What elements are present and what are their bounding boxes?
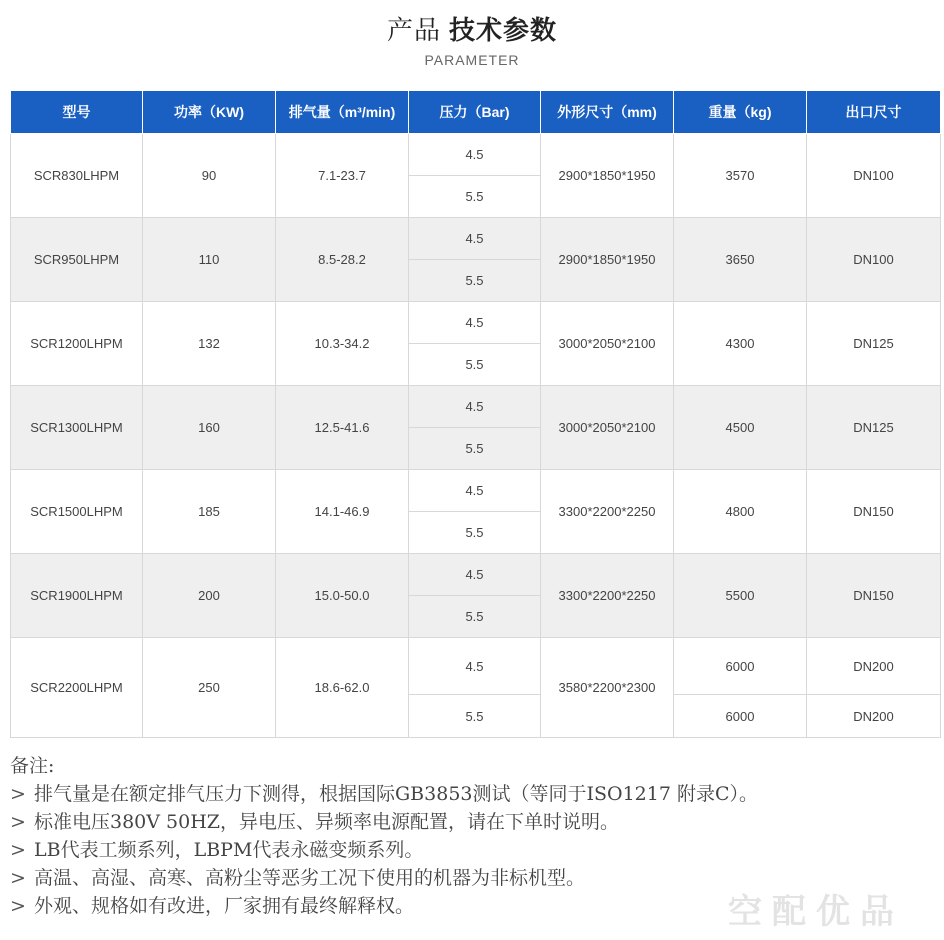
cell-power: 200	[143, 554, 276, 638]
table-row	[11, 554, 941, 596]
cell-model: SCR950LHPM	[11, 218, 143, 302]
column-header-outlet: 出口尺寸	[807, 91, 941, 134]
column-header-weight: 重量（kg)	[674, 91, 807, 134]
page-title	[0, 14, 944, 48]
table-header-row	[11, 91, 941, 134]
cell-pressure: 5.5	[409, 512, 541, 554]
note-item	[10, 808, 930, 836]
cell-pressure: 4.5	[409, 218, 541, 260]
note-item	[10, 836, 930, 864]
chevron-right-icon: >	[10, 867, 26, 889]
cell-pressure: 4.5	[409, 470, 541, 512]
cell-size: 3000*2050*2100	[541, 386, 674, 470]
chevron-right-icon: >	[10, 811, 26, 833]
cell-outlet: DN150	[807, 554, 941, 638]
cell-power: 160	[143, 386, 276, 470]
cell-pressure: 5.5	[409, 344, 541, 386]
chevron-right-icon: >	[10, 839, 26, 861]
cell-pressure: 5.5	[409, 695, 541, 738]
cell-size: 2900*1850*1950	[541, 218, 674, 302]
table-row	[11, 386, 941, 428]
chevron-right-icon: >	[10, 895, 26, 917]
title-bold: 技术参数	[449, 16, 558, 46]
cell-power: 110	[143, 218, 276, 302]
note-text: LB代表工频系列，LBPM代表永磁变频系列。	[34, 839, 424, 861]
table-row	[11, 470, 941, 512]
cell-outlet: DN200	[807, 638, 941, 695]
cell-weight: 5500	[674, 554, 807, 638]
chevron-right-icon: >	[10, 783, 26, 805]
cell-size: 3580*2200*2300	[541, 638, 674, 738]
cell-power: 250	[143, 638, 276, 738]
cell-outlet: DN150	[807, 470, 941, 554]
page-subtitle: PARAMETER	[424, 52, 520, 68]
column-header-flow: 排气量（m³/min)	[276, 91, 409, 134]
cell-outlet: DN125	[807, 302, 941, 386]
cell-weight: 6000	[674, 638, 807, 695]
cell-power: 185	[143, 470, 276, 554]
cell-size: 3300*2200*2250	[541, 470, 674, 554]
table-row	[11, 302, 941, 344]
table-row	[11, 638, 941, 695]
cell-model: SCR2200LHPM	[11, 638, 143, 738]
cell-pressure: 5.5	[409, 596, 541, 638]
cell-flow: 15.0-50.0	[276, 554, 409, 638]
parameter-table	[10, 90, 941, 738]
column-header-power: 功率（KW)	[143, 91, 276, 134]
cell-pressure: 5.5	[409, 176, 541, 218]
cell-pressure: 4.5	[409, 302, 541, 344]
cell-model: SCR830LHPM	[11, 134, 143, 218]
cell-model: SCR1500LHPM	[11, 470, 143, 554]
cell-model: SCR1900LHPM	[11, 554, 143, 638]
cell-weight: 6000	[674, 695, 807, 738]
cell-weight: 3570	[674, 134, 807, 218]
cell-flow: 10.3-34.2	[276, 302, 409, 386]
cell-pressure: 4.5	[409, 554, 541, 596]
cell-model: SCR1200LHPM	[11, 302, 143, 386]
cell-flow: 14.1-46.9	[276, 470, 409, 554]
header	[0, 14, 944, 68]
title-light: 产品	[386, 16, 441, 46]
column-header-size: 外形尺寸（mm)	[541, 91, 674, 134]
cell-flow: 8.5-28.2	[276, 218, 409, 302]
note-item	[10, 780, 930, 808]
cell-weight: 4300	[674, 302, 807, 386]
column-header-model: 型号	[11, 91, 143, 134]
cell-outlet: DN200	[807, 695, 941, 738]
cell-pressure: 4.5	[409, 386, 541, 428]
cell-pressure: 4.5	[409, 638, 541, 695]
note-text: 排气量是在额定排气压力下测得，根据国际GB3853测试（等同于ISO1217 附录C）。	[34, 783, 759, 805]
cell-pressure: 4.5	[409, 134, 541, 176]
cell-pressure: 5.5	[409, 428, 541, 470]
cell-power: 90	[143, 134, 276, 218]
note-text: 高温、高湿、高寒、高粉尘等恶劣工况下使用的机器为非标机型。	[34, 867, 586, 889]
table-row	[11, 134, 941, 176]
cell-outlet: DN100	[807, 134, 941, 218]
cell-size: 3000*2050*2100	[541, 302, 674, 386]
cell-size: 2900*1850*1950	[541, 134, 674, 218]
note-text: 外观、规格如有改进，厂家拥有最终解释权。	[34, 895, 415, 917]
watermark: 空配优品	[728, 892, 904, 932]
cell-flow: 12.5-41.6	[276, 386, 409, 470]
cell-flow: 7.1-23.7	[276, 134, 409, 218]
cell-weight: 3650	[674, 218, 807, 302]
cell-weight: 4800	[674, 470, 807, 554]
notes-heading: 备注:	[10, 755, 55, 777]
note-text: 标准电压380V 50HZ，异电压、异频率电源配置，请在下单时说明。	[34, 811, 619, 833]
column-header-pressure: 压力（Bar)	[409, 91, 541, 134]
cell-outlet: DN125	[807, 386, 941, 470]
cell-outlet: DN100	[807, 218, 941, 302]
cell-weight: 4500	[674, 386, 807, 470]
cell-power: 132	[143, 302, 276, 386]
cell-model: SCR1300LHPM	[11, 386, 143, 470]
cell-pressure: 5.5	[409, 260, 541, 302]
cell-flow: 18.6-62.0	[276, 638, 409, 738]
cell-size: 3300*2200*2250	[541, 554, 674, 638]
table-row	[11, 218, 941, 260]
